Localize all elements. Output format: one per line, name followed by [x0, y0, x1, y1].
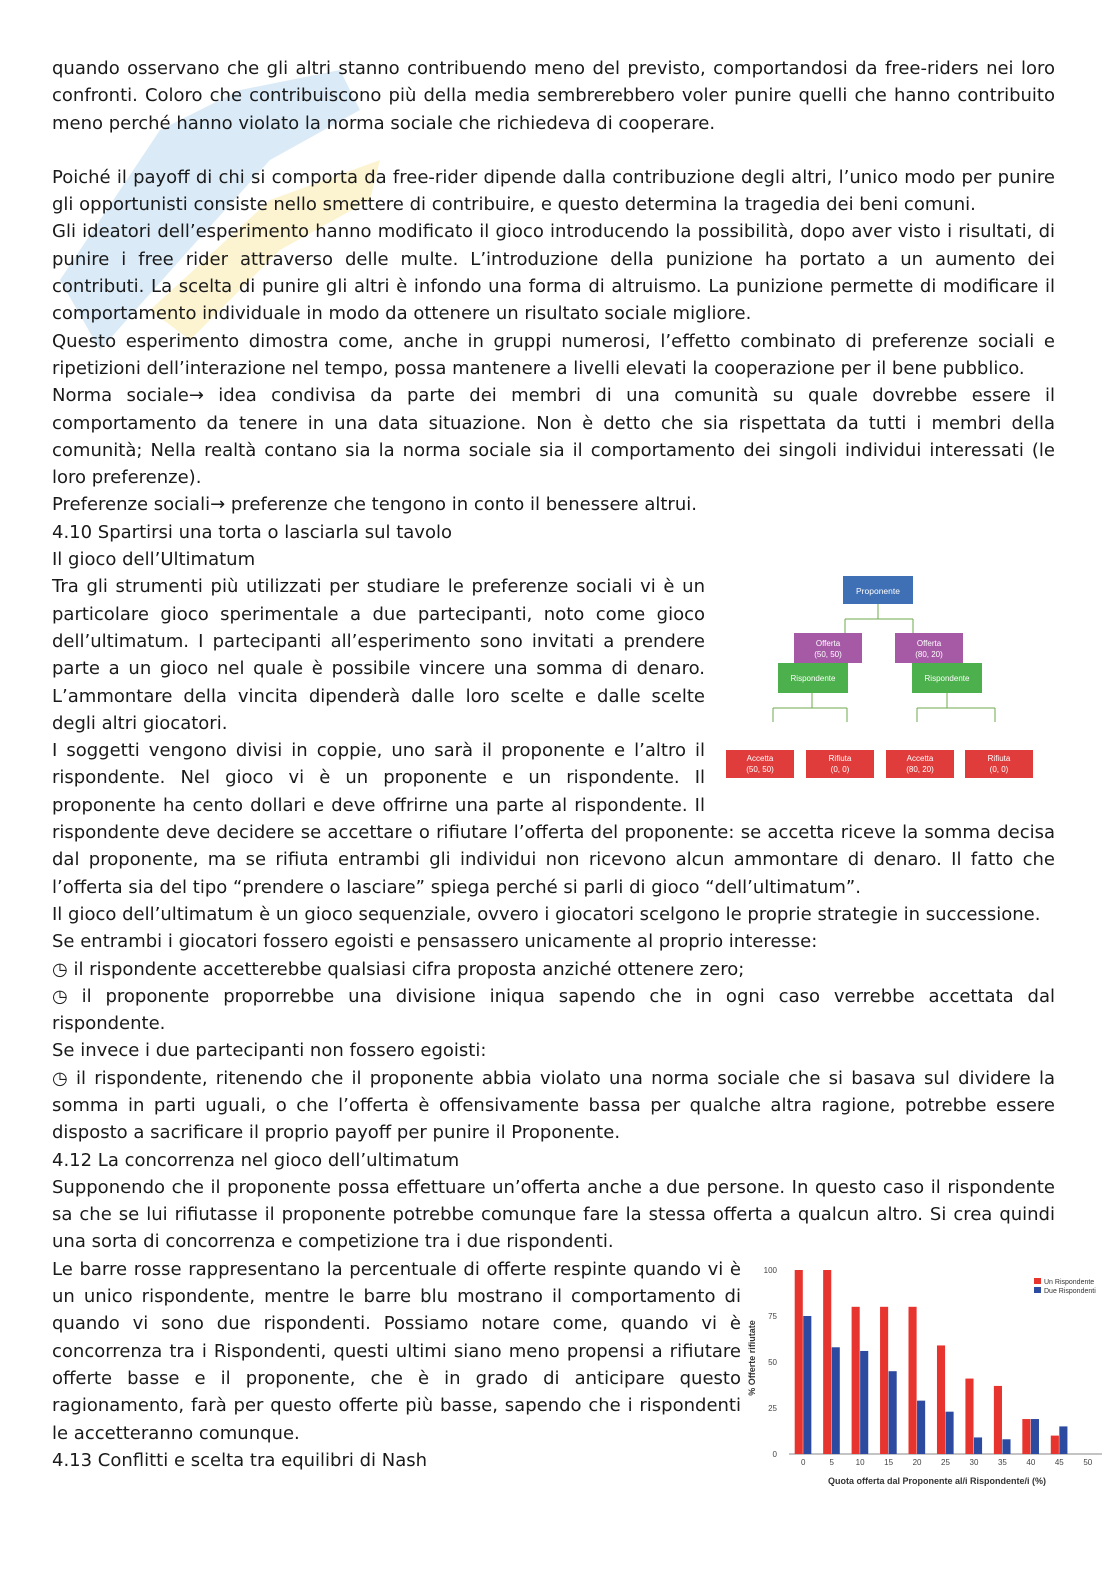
legend-swatch [1034, 1287, 1041, 1293]
clock-icon: ◷ [52, 985, 68, 1007]
bullet-item: ◷ il rispondente, ritenendo che il proponente abbia violato una norma sociale che si basava sul dividere la somma in parti uguali, o che l’offerta è offensivamente bassa per qualche altra ragione, potrebbe essere disposto a sacrificare il proprio payoff per punire il Proponente. [52, 1067, 1055, 1144]
node-responder-label: Rispondente [790, 674, 836, 684]
y-tick-label: 0 [772, 1449, 777, 1459]
y-tick-label: 25 [768, 1403, 777, 1413]
bar-two-responders [1031, 1419, 1039, 1454]
bar-one-responder [795, 1270, 803, 1454]
rejection-bar-chart [747, 1258, 1107, 1490]
paragraph: Il gioco dell’ultimatum è un gioco sequenziale, ovvero i giocatori scelgono le proprie strategie in successione. [52, 903, 1041, 925]
node-offer-value: (80, 20) [915, 650, 943, 660]
bar-one-responder [909, 1307, 917, 1454]
node-offer-label: Offerta [815, 639, 841, 649]
node-outcome-value: (0, 0) [989, 765, 1009, 775]
paragraph: Se invece i due partecipanti non fossero egoisti: [52, 1040, 487, 1062]
node-responder-label: Rispondente [924, 674, 970, 684]
section-heading: 4.12 La concorrenza nel gioco dell’ultimatum [52, 1149, 460, 1171]
x-tick-label: 30 [969, 1457, 979, 1467]
x-tick-label: 35 [997, 1457, 1007, 1467]
paragraph: Questo esperimento dimostra come, anche in gruppi numerosi, l’effetto combinato di preferenze sociali e ripetizioni dell’interazione nel tempo, possa mantenere a livelli elevati la cooperazione per il bene pubblico. [52, 330, 1055, 379]
bar-two-responders [803, 1316, 811, 1454]
paragraph: Supponendo che il proponente possa effettuare un’offerta anche a due persone. In questo caso il rispondente sa che se lui rifiutasse il proponente potrebbe comunque fare la stessa offerta a qualcun altro. Si crea quindi una sorta di concorrenza e competizione tra i due rispondenti. [52, 1176, 1055, 1253]
section-heading: 4.10 Spartirsi una torta o lasciarla sul tavolo [52, 521, 452, 543]
chart-legend [1034, 1278, 1096, 1295]
paragraph: Norma sociale→ idea condivisa da parte dei membri di una comunità su quale dovrebbe essere il comportamento da tenere in una data situazione. Non è detto che sia rispettata da tutti i membri della comunità; Nella realtà contano sia la norma sociale sia il comportamento dei singoli individui interessati (le loro preferenze). [52, 385, 1055, 489]
x-tick-label: 20 [912, 1457, 922, 1467]
bar-two-responders [889, 1371, 897, 1454]
node-root-label: Proponente [856, 586, 900, 597]
bar-one-responder [852, 1307, 860, 1454]
clock-icon: ◷ [52, 1067, 68, 1089]
legend-label: Due Rispondenti [1044, 1287, 1096, 1295]
bar-two-responders [974, 1437, 982, 1454]
node-outcome-label: Accetta [746, 754, 774, 764]
bar-two-responders [832, 1347, 840, 1454]
bar-one-responder [994, 1386, 1002, 1454]
x-tick-label: 50 [1083, 1457, 1093, 1467]
node-outcome-value: (80, 20) [906, 765, 934, 775]
legend-label: Un Rispondente [1044, 1278, 1095, 1286]
legend-swatch [1034, 1278, 1041, 1284]
bar-one-responder [1022, 1419, 1030, 1454]
bar-one-responder [880, 1307, 888, 1454]
subheading: Il gioco dell’Ultimatum [52, 549, 256, 571]
bar-one-responder [1051, 1435, 1059, 1453]
x-tick-label: 25 [941, 1457, 950, 1467]
y-tick-label: 50 [768, 1357, 777, 1367]
paragraph: Tra gli strumenti più utilizzati per studiare le preferenze sociali vi è un particolare gioco sperimentale a due partecipanti, noto come gioco dell’ultimatum. I partecipanti all’esperimento sono invitati a prendere parte a un gioco nel quale è possibile vincere una somma di denaro. L’ammontare della vincita dipenderà dalle loro scelte e dalle scelte degli altri giocatori. [52, 576, 705, 734]
paragraph: Preferenze sociali→ preferenze che tengono in conto il benessere altrui. [52, 494, 697, 516]
x-tick-label: 15 [884, 1457, 894, 1467]
node-outcome-label: Accetta [906, 754, 934, 764]
y-axis-label: % Offerte rifiutate [747, 1320, 757, 1396]
node-outcome-value: (50, 50) [746, 765, 774, 775]
paragraph: Gli ideatori dell’esperimento hanno modificato il gioco introducendo la possibilità, dopo aver visto i risultati, di punire i free rider attraverso delle multe. L’introduzione della punizione ha portato a un aumento dei contributi. La scelta di punire gli altri è infondo una forma di altruismo. La punizione permette di modificare il comportamento individuale in modo da ottenere un risultato sociale migliore. [52, 221, 1055, 325]
node-offer-label: Offerta [916, 639, 942, 649]
x-tick-label: 0 [801, 1457, 806, 1467]
node-offer-value: (50, 50) [814, 650, 842, 660]
x-tick-label: 40 [1026, 1457, 1036, 1467]
bar-two-responders [946, 1411, 954, 1453]
bullet-item: ◷ il proponente proporrebbe una divisione iniqua sapendo che in ogni caso verrebbe accettata dal rispondente. [52, 985, 1055, 1035]
node-outcome-label: Rifiuta [828, 754, 852, 764]
paragraph: Se entrambi i giocatori fossero egoisti e pensassero unicamente al proprio interesse: [52, 931, 818, 953]
bar-one-responder [965, 1378, 973, 1453]
clock-icon: ◷ [52, 958, 68, 980]
paragraph: quando osservano che gli altri stanno contribuendo meno del previsto, comportandosi da free-riders nei loro confronti. Coloro che contribuiscono più della media sembrerebbero voler punire quelli che hanno contribuito meno perché hanno violato la norma sociale che richiedeva di cooperare. [52, 58, 1055, 134]
paragraph: Poiché il payoff di chi si comporta da free-rider dipende dalla contribuzione degli altri, l’unico modo per punire gli opportunisti consiste nello smettere di contribuire, e questo determina la tragedia dei beni comuni. [52, 166, 1055, 216]
bar-two-responders [860, 1351, 868, 1454]
y-tick-label: 100 [763, 1265, 777, 1275]
x-tick-label: 5 [829, 1457, 834, 1467]
bar-two-responders [917, 1400, 925, 1453]
x-axis-label: Quota offerta dal Proponente al/i Rispondente/i (%) [827, 1475, 1047, 1486]
section-heading: 4.13 Conflitti e scelta tra equilibri di Nash [52, 1449, 428, 1471]
x-tick-label: 10 [855, 1457, 865, 1467]
paragraph: Le barre rosse rappresentano la percentuale di offerte respinte quando vi è un unico rispondente, mentre le barre blu mostrano il comportamento di quando vi sono due rispondenti. Possiamo notare come, quando vi è concorrenza tra i Rispondenti, questi ultimi siano meno propensi a rifiutare offerte basse e il proponente, che è in grado di anticipare questo ragionamento, farà per questo offerte più basse, sapendo che i rispondenti le accetteranno comunque. [52, 1258, 741, 1444]
node-outcome-label: Rifiuta [987, 754, 1011, 764]
bar-two-responders [1002, 1439, 1010, 1454]
bar-one-responder [823, 1270, 831, 1454]
x-tick-label: 45 [1054, 1457, 1064, 1467]
node-outcome-value: (0, 0) [830, 765, 850, 775]
ultimatum-game-tree [723, 575, 1063, 807]
bar-two-responders [1059, 1426, 1067, 1454]
bar-one-responder [937, 1345, 945, 1454]
y-tick-label: 75 [768, 1311, 777, 1321]
paragraph: I soggetti vengono divisi in coppie, uno sarà il proponente e l’altro il rispondente. Nel gioco vi è un proponente e un rispondente. Il proponente ha cento dollari e deve offrirne una parte al rispondente. Il rispondente deve decidere se accettare o rifiutare l’offerta del proponente: se accetta riceve la somma decisa dal proponente, ma se rifiuta entrambi gli individui non ricevono alcun ammontare di denaro. Il fatto che l’offerta sia del tipo “prendere o lasciare” spiega perché si parli di gioco “dell’ultimatum”. [52, 740, 1055, 898]
bullet-item: ◷ il rispondente accetterebbe qualsiasi cifra proposta anziché ottenere zero; [52, 958, 745, 980]
page-content [52, 55, 1096, 1490]
